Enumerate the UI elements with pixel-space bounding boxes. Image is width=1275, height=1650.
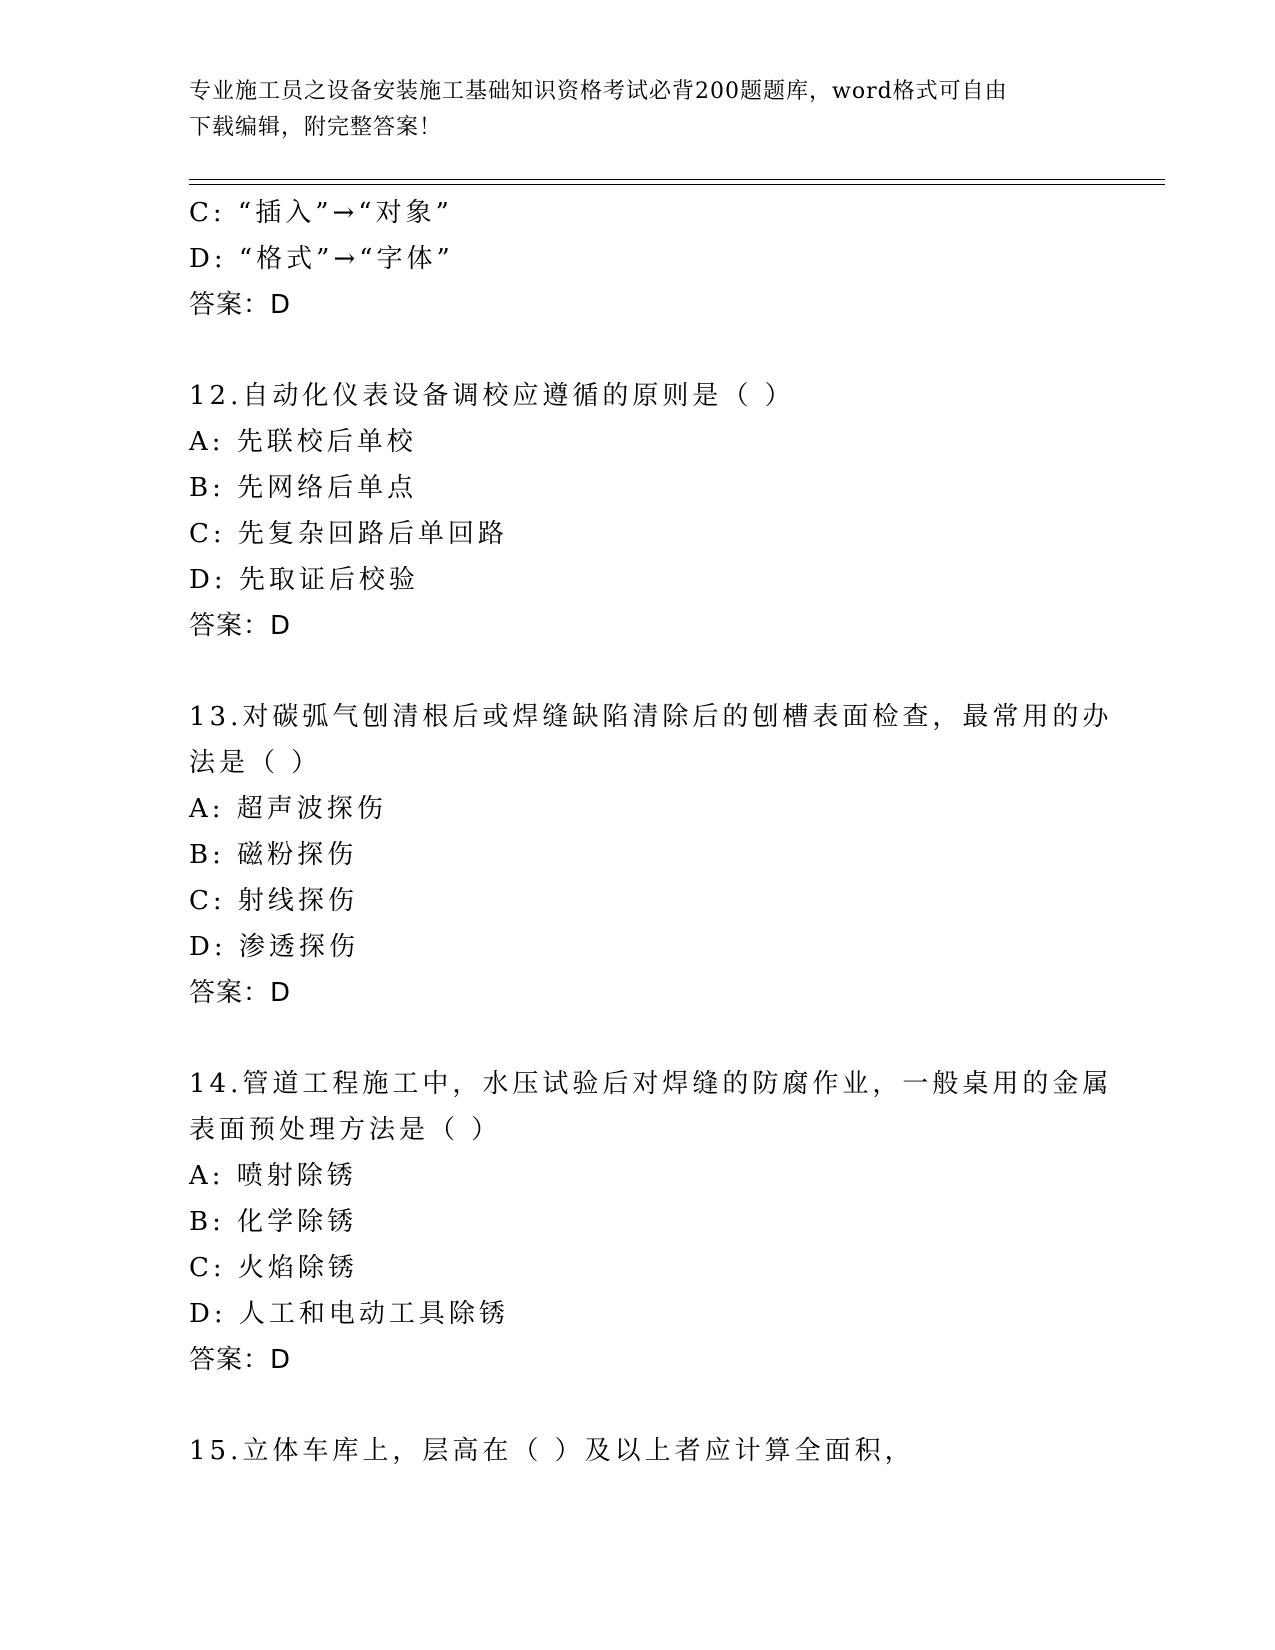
option-d: D: 人工和电动工具除锈 bbox=[189, 1299, 509, 1329]
option-d: D: 渗透探伤 bbox=[189, 932, 359, 962]
header-divider-top bbox=[189, 179, 1165, 180]
answer: 答案：D bbox=[189, 290, 292, 320]
question-stem-line-2: 法是（ ） bbox=[189, 748, 322, 778]
option-b: B: 磁粉探伤 bbox=[189, 840, 358, 870]
spacer bbox=[189, 328, 1089, 373]
option-c: C: 火焰除锈 bbox=[189, 1253, 358, 1283]
spacer bbox=[189, 1016, 1089, 1061]
option-a: A: 超声波探伤 bbox=[189, 794, 387, 824]
option-a: A: 先联校后单校 bbox=[189, 427, 417, 457]
question-stem: 15.立体车库上，层高在（ ）及以上者应计算全面积， bbox=[189, 1436, 915, 1466]
option-c: C: 先复杂回路后单回路 bbox=[189, 519, 508, 549]
option-b: B: 先网络后单点 bbox=[189, 473, 418, 503]
spacer bbox=[189, 1383, 1089, 1428]
header-divider-bottom bbox=[189, 184, 1165, 185]
header-line-2: 下载编辑，附完整答案！ bbox=[189, 115, 443, 140]
answer: 答案：D bbox=[189, 978, 292, 1008]
question-stem-line-2: 表面预处理方法是（ ） bbox=[189, 1115, 502, 1145]
option-d: D: “格式”→“字体” bbox=[189, 244, 454, 274]
answer: 答案：D bbox=[189, 1345, 292, 1375]
question-stem-line-1: 13.对碳弧气刨清根后或焊缝缺陷清除后的刨槽表面检查，最常用的办 bbox=[189, 702, 1113, 732]
spacer bbox=[189, 649, 1089, 694]
option-b: B: 化学除锈 bbox=[189, 1207, 358, 1237]
question-stem: 12.自动化仪表设备调校应遵循的原则是（ ） bbox=[189, 381, 795, 411]
answer: 答案：D bbox=[189, 611, 292, 641]
option-d: D: 先取证后校验 bbox=[189, 565, 419, 595]
question-stem-line-1: 14.管道工程施工中，水压试验后对焊缝的防腐作业，一般桌用的金属 bbox=[189, 1069, 1113, 1099]
option-a: A: 喷射除锈 bbox=[189, 1161, 357, 1191]
question-11-continued bbox=[189, 190, 1089, 328]
header-line-1: 专业施工员之设备安装施工基础知识资格考试必背200题题库，word格式可自由 bbox=[189, 79, 1008, 104]
question-list bbox=[189, 190, 1113, 1474]
question-15 bbox=[189, 1428, 1089, 1474]
question-14 bbox=[189, 1061, 1113, 1383]
document-header bbox=[189, 74, 1069, 146]
option-c: C: 射线探伤 bbox=[189, 886, 358, 916]
option-c: C: “插入”→“对象” bbox=[189, 198, 453, 228]
question-12 bbox=[189, 373, 1089, 649]
question-13 bbox=[189, 694, 1113, 1016]
